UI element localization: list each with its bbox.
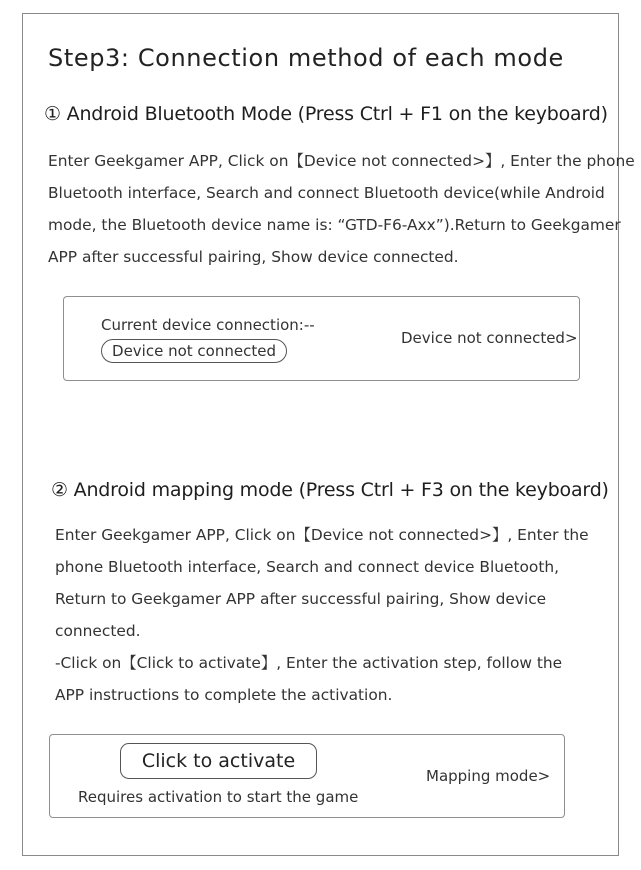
mapping-mode-link[interactable]: Mapping mode> xyxy=(426,767,551,785)
section2-line: connected. xyxy=(55,622,141,640)
section2-line: -Click on【Click to activate】, Enter the activation step, follow the xyxy=(55,654,563,672)
section1-line: APP after successful pairing, Show device connected. xyxy=(48,248,459,266)
device-connection-card xyxy=(63,296,580,381)
section2-heading: ② Android mapping mode (Press Ctrl + F3 on the keyboard) xyxy=(51,479,609,501)
page-frame xyxy=(22,13,619,856)
activation-note: Requires activation to start the game xyxy=(78,788,359,806)
section1-heading: ① Android Bluetooth Mode (Press Ctrl + F1 on the keyboard) xyxy=(44,103,608,125)
section1-line: mode, the Bluetooth device name is: “GTD-F6-Axx”).Return to Geekgamer xyxy=(48,216,621,234)
section1-line: Enter Geekgamer APP, Click on【Device not connected>】, Enter the phone xyxy=(48,152,635,170)
section2-line: phone Bluetooth interface, Search and connect device Bluetooth, xyxy=(55,558,559,576)
section2-line: APP instructions to complete the activation. xyxy=(55,686,393,704)
activation-card xyxy=(49,734,565,818)
device-not-connected-link[interactable]: Device not connected> xyxy=(401,329,578,347)
current-connection-label: Current device connection:-- xyxy=(101,316,315,334)
section2-line: Return to Geekgamer APP after successful pairing, Show device xyxy=(55,590,547,608)
section2-line: Enter Geekgamer APP, Click on【Device not connected>】, Enter the xyxy=(55,526,589,544)
page-title: Step3: Connection method of each mode xyxy=(48,44,564,72)
section1-paragraph xyxy=(48,145,635,273)
click-to-activate-button[interactable]: Click to activate xyxy=(120,743,317,779)
section2-paragraph xyxy=(55,519,589,711)
connection-status-badge: Device not connected xyxy=(101,339,287,363)
section1-line: Bluetooth interface, Search and connect Bluetooth device(while Android xyxy=(48,184,605,202)
